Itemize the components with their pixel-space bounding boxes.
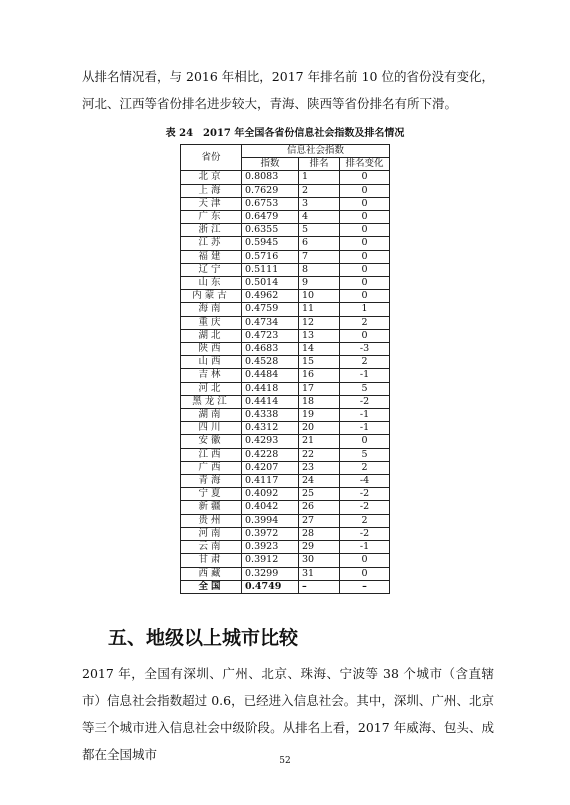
table-row xyxy=(181,316,390,329)
table-row xyxy=(181,369,390,382)
cell-province: 北京 xyxy=(181,171,242,184)
cell-index: 0.3972 xyxy=(242,527,299,540)
cell-index: 0.8083 xyxy=(242,171,299,184)
cell-index: 0.4734 xyxy=(242,316,299,329)
cell-index: 0.4528 xyxy=(242,356,299,369)
cell-rank-change: -1 xyxy=(340,369,390,382)
table-row xyxy=(181,250,390,263)
cell-rank: 31 xyxy=(299,567,340,580)
cell-rank: 5 xyxy=(299,224,340,237)
cell-rank-change: 0 xyxy=(340,184,390,197)
cell-province: 江苏 xyxy=(181,237,242,250)
cell-province: 宁夏 xyxy=(181,488,242,501)
table-row xyxy=(181,409,390,422)
cell-province: 河北 xyxy=(181,382,242,395)
cell-rank-change: 0 xyxy=(340,277,390,290)
table-row xyxy=(181,197,390,210)
cell-rank-change: 0 xyxy=(340,197,390,210)
cell-rank: 12 xyxy=(299,316,340,329)
cell-rank-change: – xyxy=(340,580,390,593)
cell-province: 浙江 xyxy=(181,224,242,237)
cell-index: 0.4414 xyxy=(242,395,299,408)
table-row xyxy=(181,329,390,342)
cell-rank-change: 0 xyxy=(340,250,390,263)
cell-rank: 15 xyxy=(299,356,340,369)
cell-province: 安徽 xyxy=(181,435,242,448)
cell-rank: 4 xyxy=(299,211,340,224)
cell-rank-change: -2 xyxy=(340,488,390,501)
cell-rank-change: -1 xyxy=(340,541,390,554)
cell-rank: 21 xyxy=(299,435,340,448)
cell-province: 西藏 xyxy=(181,567,242,580)
table-row xyxy=(181,211,390,224)
cell-rank: 11 xyxy=(299,303,340,316)
cell-rank-change: 1 xyxy=(340,303,390,316)
cell-province: 湖北 xyxy=(181,329,242,342)
table-body xyxy=(181,171,390,594)
cell-rank: – xyxy=(299,580,340,593)
cell-rank-change: 0 xyxy=(340,263,390,276)
table-row xyxy=(181,448,390,461)
cell-index: 0.4484 xyxy=(242,369,299,382)
table-row xyxy=(181,171,390,184)
cell-province: 内蒙古 xyxy=(181,290,242,303)
table-row xyxy=(181,356,390,369)
cell-rank: 7 xyxy=(299,250,340,263)
cell-rank: 29 xyxy=(299,541,340,554)
cell-rank-change: 0 xyxy=(340,237,390,250)
cell-rank-change: -2 xyxy=(340,501,390,514)
cell-province: 上海 xyxy=(181,184,242,197)
table-row xyxy=(181,224,390,237)
cell-rank: 27 xyxy=(299,514,340,527)
cell-rank: 1 xyxy=(299,171,340,184)
cell-rank-change: 0 xyxy=(340,329,390,342)
cell-rank-change: -1 xyxy=(340,409,390,422)
cell-rank: 24 xyxy=(299,475,340,488)
cell-rank-change: -2 xyxy=(340,395,390,408)
cell-rank: 25 xyxy=(299,488,340,501)
cell-province: 河南 xyxy=(181,527,242,540)
header-index: 指数 xyxy=(242,158,299,171)
table-row xyxy=(181,237,390,250)
cell-province: 贵州 xyxy=(181,514,242,527)
table-row xyxy=(181,461,390,474)
table-row xyxy=(181,567,390,580)
cell-index: 0.4418 xyxy=(242,382,299,395)
table-row xyxy=(181,488,390,501)
table-row xyxy=(181,303,390,316)
cell-rank: 28 xyxy=(299,527,340,540)
cell-index: 0.3299 xyxy=(242,567,299,580)
table-row xyxy=(181,382,390,395)
cell-index: 0.4207 xyxy=(242,461,299,474)
cell-rank-change: -2 xyxy=(340,527,390,540)
cell-index: 0.4228 xyxy=(242,448,299,461)
cell-rank: 3 xyxy=(299,197,340,210)
cell-province: 山西 xyxy=(181,356,242,369)
cell-province: 山东 xyxy=(181,277,242,290)
page-number: 52 xyxy=(279,756,291,766)
cell-rank: 8 xyxy=(299,263,340,276)
cell-index: 0.4312 xyxy=(242,422,299,435)
cell-province: 甘肃 xyxy=(181,554,242,567)
table-total-row xyxy=(181,580,390,593)
body-paragraph: 2017 年，全国有深圳、广州、北京、珠海、宁波等 38 个城市（含直辖市）信息社会指数超过 0.6，已经进入信息社会。其中，深圳、广州、北京等三个城市进入信息社会中级阶段。从排名上看，2017 年威海、包头、成都在全国城市 xyxy=(82,666,494,762)
cell-rank: 6 xyxy=(299,237,340,250)
cell-province: 重庆 xyxy=(181,316,242,329)
table-row xyxy=(181,263,390,276)
cell-province: 陕西 xyxy=(181,343,242,356)
table-row xyxy=(181,184,390,197)
table-row xyxy=(181,277,390,290)
cell-province: 四川 xyxy=(181,422,242,435)
cell-rank-change: 0 xyxy=(340,567,390,580)
cell-province: 新疆 xyxy=(181,501,242,514)
cell-rank-change: 5 xyxy=(340,382,390,395)
cell-index: 0.5014 xyxy=(242,277,299,290)
cell-rank-change: -3 xyxy=(340,343,390,356)
cell-rank: 13 xyxy=(299,329,340,342)
table-row xyxy=(181,501,390,514)
cell-rank-change: 0 xyxy=(340,211,390,224)
cell-province: 海南 xyxy=(181,303,242,316)
cell-index: 0.5111 xyxy=(242,263,299,276)
cell-index: 0.5716 xyxy=(242,250,299,263)
cell-index: 0.3994 xyxy=(242,514,299,527)
cell-index: 0.4042 xyxy=(242,501,299,514)
cell-index: 0.4749 xyxy=(242,580,299,593)
cell-index: 0.4723 xyxy=(242,329,299,342)
table-row xyxy=(181,527,390,540)
cell-rank-change: 2 xyxy=(340,514,390,527)
cell-rank: 23 xyxy=(299,461,340,474)
table-row xyxy=(181,435,390,448)
cell-rank-change: 5 xyxy=(340,448,390,461)
table-row xyxy=(181,475,390,488)
cell-province: 广西 xyxy=(181,461,242,474)
table-row xyxy=(181,422,390,435)
header-rank-change: 排名变化 xyxy=(340,158,390,171)
cell-rank-change: 2 xyxy=(340,356,390,369)
cell-rank-change: 0 xyxy=(340,224,390,237)
cell-rank: 2 xyxy=(299,184,340,197)
cell-province: 辽宁 xyxy=(181,263,242,276)
cell-rank: 20 xyxy=(299,422,340,435)
table-row xyxy=(181,541,390,554)
cell-province: 湖南 xyxy=(181,409,242,422)
cell-province: 天津 xyxy=(181,197,242,210)
cell-rank-change: 2 xyxy=(340,461,390,474)
cell-index: 0.6479 xyxy=(242,211,299,224)
cell-rank: 19 xyxy=(299,409,340,422)
cell-rank: 9 xyxy=(299,277,340,290)
province-index-table xyxy=(180,144,390,594)
cell-index: 0.6753 xyxy=(242,197,299,210)
cell-rank: 17 xyxy=(299,382,340,395)
cell-index: 0.6355 xyxy=(242,224,299,237)
cell-rank-change: 0 xyxy=(340,435,390,448)
cell-rank-change: 0 xyxy=(340,171,390,184)
cell-province: 云南 xyxy=(181,541,242,554)
cell-rank: 16 xyxy=(299,369,340,382)
cell-index: 0.5945 xyxy=(242,237,299,250)
cell-index: 0.3923 xyxy=(242,541,299,554)
cell-rank: 10 xyxy=(299,290,340,303)
cell-index: 0.4117 xyxy=(242,475,299,488)
cell-province: 广东 xyxy=(181,211,242,224)
table-row xyxy=(181,514,390,527)
table-caption: 表 24 2017 年全国各省份信息社会指数及排名情况 xyxy=(165,128,405,139)
section-heading: 五、地级以上城市比较 xyxy=(108,627,299,649)
cell-rank-change: 2 xyxy=(340,316,390,329)
table-row xyxy=(181,343,390,356)
cell-index: 0.4683 xyxy=(242,343,299,356)
cell-rank: 14 xyxy=(299,343,340,356)
cell-rank-change: 0 xyxy=(340,554,390,567)
cell-index: 0.4338 xyxy=(242,409,299,422)
cell-province: 吉林 xyxy=(181,369,242,382)
cell-index: 0.4092 xyxy=(242,488,299,501)
header-province: 省份 xyxy=(181,145,242,171)
cell-index: 0.4962 xyxy=(242,290,299,303)
cell-rank-change: 0 xyxy=(340,290,390,303)
cell-index: 0.7629 xyxy=(242,184,299,197)
table-row xyxy=(181,554,390,567)
cell-province: 青海 xyxy=(181,475,242,488)
cell-index: 0.4293 xyxy=(242,435,299,448)
table-row xyxy=(181,290,390,303)
header-index-group: 信息社会指数 xyxy=(242,145,390,158)
header-rank: 排名 xyxy=(299,158,340,171)
cell-index: 0.4759 xyxy=(242,303,299,316)
cell-rank-change: -1 xyxy=(340,422,390,435)
cell-rank: 18 xyxy=(299,395,340,408)
cell-province: 黑龙江 xyxy=(181,395,242,408)
cell-province: 全国 xyxy=(181,580,242,593)
cell-province: 江西 xyxy=(181,448,242,461)
cell-rank: 22 xyxy=(299,448,340,461)
cell-rank: 26 xyxy=(299,501,340,514)
table-row xyxy=(181,395,390,408)
cell-rank-change: -4 xyxy=(340,475,390,488)
intro-paragraph: 从排名情况看，与 2016 年相比，2017 年排名前 10 位的省份没有变化，河北、江西等省份排名进步较大，青海、陕西等省份排名有所下滑。 xyxy=(82,69,494,111)
cell-province: 福建 xyxy=(181,250,242,263)
cell-rank: 30 xyxy=(299,554,340,567)
cell-index: 0.3912 xyxy=(242,554,299,567)
